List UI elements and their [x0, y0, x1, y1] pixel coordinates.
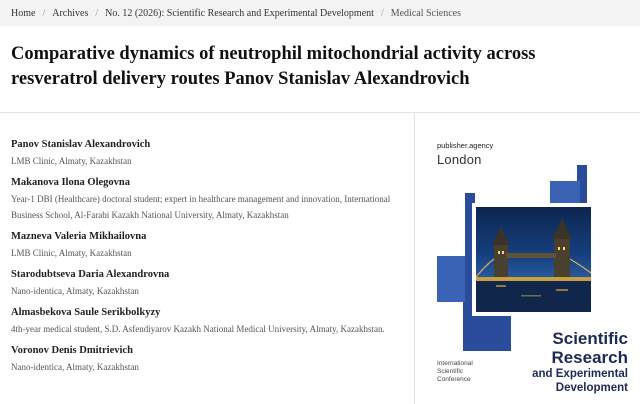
cover-title-line: Development [555, 382, 628, 394]
cover-photo-tower-bridge [472, 203, 595, 316]
author-affiliation: LMB Clinic, Almaty, Kazakhstan [11, 156, 132, 166]
author-name: Starodubtseva Daria Alexandrovna [11, 269, 170, 280]
cover-accent-block [437, 256, 465, 302]
author-affiliation: Year-1 DBI (Healthcare) doctoral student; expert in healthcare management and innovation, International Business School, Al-Farabi Kazakh National University, Almaty, Kazakhstan [11, 194, 391, 220]
breadcrumb-separator: / [380, 7, 384, 19]
cover-title-line: Scientific [552, 329, 628, 348]
author-item [11, 344, 409, 375]
cover-city: London [437, 152, 482, 167]
author-item [11, 268, 409, 299]
author-affiliation: 4th-year medical student, S.D. Asfendiyarov Kazakh National Medical University, Almaty, Kazakhstan. [11, 324, 385, 334]
article-title: Comparative dynamics of neutrophil mitochondrial activity across resveratrol delivery routes Panov Stanislav Alexandrovich [11, 44, 536, 89]
author-name: Makanova Ilona Olegovna [11, 177, 131, 188]
breadcrumb-archives-link[interactable]: Archives [52, 7, 89, 19]
breadcrumb-current-section: Medical Sciences [390, 7, 461, 19]
cover-conference-line: Conference [437, 376, 471, 383]
author-name: Almasbekova Saule Serikbolkyzy [11, 307, 161, 318]
cover-conference-line: Scientific [437, 368, 464, 375]
issue-cover-image[interactable] [415, 113, 640, 404]
author-list [11, 138, 409, 382]
breadcrumb-separator: / [42, 7, 46, 19]
cover-title-line: Research [551, 348, 628, 367]
cover-publisher: publisher.agency [437, 141, 494, 150]
cover-conference-line: International [437, 360, 473, 367]
breadcrumb-separator: / [95, 7, 99, 19]
author-name: Mazneva Valeria Mikhailovna [11, 231, 147, 242]
cover-title-line: and Experimental [532, 368, 628, 380]
author-affiliation: Nano-identica, Almaty, Kazakhstan [11, 286, 139, 296]
tower-bridge-illustration [476, 207, 591, 312]
cover-conference-label [437, 360, 473, 384]
author-item [11, 138, 409, 169]
cover-journal-title [532, 329, 628, 395]
author-item [11, 176, 409, 223]
author-item [11, 230, 409, 261]
author-affiliation: Nano-identica, Almaty, Kazakhstan [11, 362, 139, 372]
cover-accent-block [550, 181, 580, 203]
breadcrumb-issue-link[interactable]: No. 12 (2026): Scientific Research and Experimental Development [105, 7, 374, 19]
author-name: Voronov Denis Dmitrievich [11, 345, 133, 356]
breadcrumb [0, 0, 640, 26]
author-affiliation: LMB Clinic, Almaty, Kazakhstan [11, 248, 132, 258]
author-name: Panov Stanislav Alexandrovich [11, 139, 151, 150]
breadcrumb-home-link[interactable]: Home [11, 7, 36, 19]
author-item [11, 306, 409, 337]
